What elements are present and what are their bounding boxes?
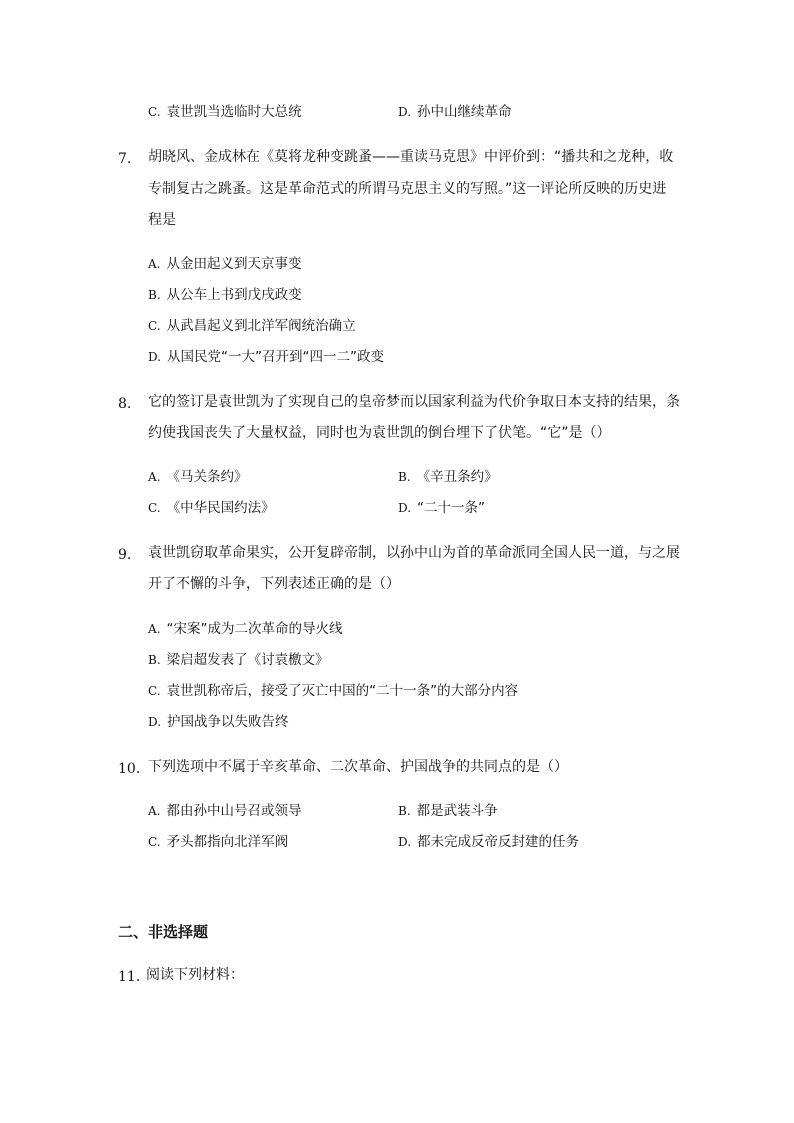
option-letter: B. [148,653,161,667]
option-letter: D. [398,501,412,515]
q9-stem-line-2: 开了不懈的斗争，下列表述正确的是（） [148,576,400,592]
option-text: 《辛丑条约》 [416,469,498,485]
q8-number: 8. [118,396,132,412]
option-letter: B. [398,804,411,818]
q7-option-b [148,286,302,304]
option-letter: B. [148,288,161,302]
option-letter: D. [148,350,162,364]
option-text: 矛头都指向北洋军阀 [166,834,289,850]
q11-stem: 阅读下列材料： [146,967,244,983]
q9-option-b [148,651,329,669]
q7-option-c [148,317,356,335]
q10-option-c [148,833,288,851]
option-letter: C. [148,684,161,698]
option-text: 袁世凯称帝后，接受了灭亡中国的“二十一条”的大部分内容 [166,683,519,699]
option-text: “宋案”成为二次革命的导火线 [166,621,343,637]
q9-option-a [148,620,342,638]
option-text: 《马关条约》 [166,469,248,485]
q10-number: 10. [118,761,141,777]
option-letter: A. [148,257,161,271]
q8-option-b [398,468,498,486]
option-letter: B. [398,470,411,484]
q7-option-d [148,348,384,366]
q7-stem-line-1: 胡晓风、金成林在《莫将龙种变跳蚤——重读马克思》中评价到：“播共和之龙种，收 [148,149,674,165]
q8-stem-line-2: 约使我国丧失了大量权益，同时也为袁世凯的倒台埋下了伏笔。“它”是（） [148,425,611,441]
option-text: 袁世凯当选临时大总统 [166,104,302,120]
q8-option-d [398,499,485,517]
q9-option-d [148,713,289,731]
q8-option-a [148,468,247,486]
q8-option-c [148,499,275,517]
option-text: 《中华民国约法》 [166,500,275,516]
q6-option-c [148,103,302,121]
q10-stem-line-1: 下列选项中不属于辛亥革命、二次革命、护国战争的共同点的是（） [148,759,568,775]
option-letter: A. [148,804,161,818]
option-letter: C. [148,105,161,119]
q9-number: 9. [118,547,132,563]
q7-option-a [148,255,301,273]
option-text: 都由孙中山号召或领导 [166,803,302,819]
option-text: “二十一条” [417,500,486,516]
q11-number: 11. [118,969,141,985]
option-letter: D. [398,105,412,119]
option-text: 孙中山继续革命 [417,104,512,120]
q6-option-d [398,103,512,121]
option-text: 都是武装斗争 [416,803,498,819]
q7-number: 7. [118,151,132,167]
option-letter: A. [148,622,161,636]
q9-option-c [148,682,518,700]
q7-stem-line-3: 程是 [148,212,176,228]
option-text: 都未完成反帝反封建的任务 [417,834,580,850]
q10-option-b [398,802,498,820]
option-letter: C. [148,501,161,515]
option-letter: C. [148,319,161,333]
option-text: 梁启超发表了《讨袁檄文》 [166,652,329,668]
option-letter: D. [148,715,162,729]
option-text: 护国战争以失败告终 [167,714,289,730]
q9-stem-line-1: 袁世凯窃取革命果实，公开复辟帝制，以孙中山为首的革命派同全国人民一道，与之展 [148,545,680,561]
q8-stem-line-1: 它的签订是袁世凯为了实现自己的皇帝梦而以国家利益为代价争取日本支持的结果，条 [148,394,680,410]
q7-stem-line-2: 专制复古之跳蚤。这是革命范式的所谓马克思主义的写照。”这一评论所反映的历史进 [148,181,667,197]
option-text: 从金田起义到天京事变 [166,256,302,272]
option-text: 从公车上书到戊戌政变 [166,287,302,303]
option-text: 从国民党“一大”召开到“四一二”政变 [167,349,384,365]
option-text: 从武昌起义到北洋军阀统治确立 [166,318,356,334]
option-letter: C. [148,835,161,849]
q10-option-a [148,802,301,820]
option-letter: A. [148,470,161,484]
option-letter: D. [398,835,412,849]
section-heading: 二、非选择题 [118,923,209,941]
q10-option-d [398,833,579,851]
